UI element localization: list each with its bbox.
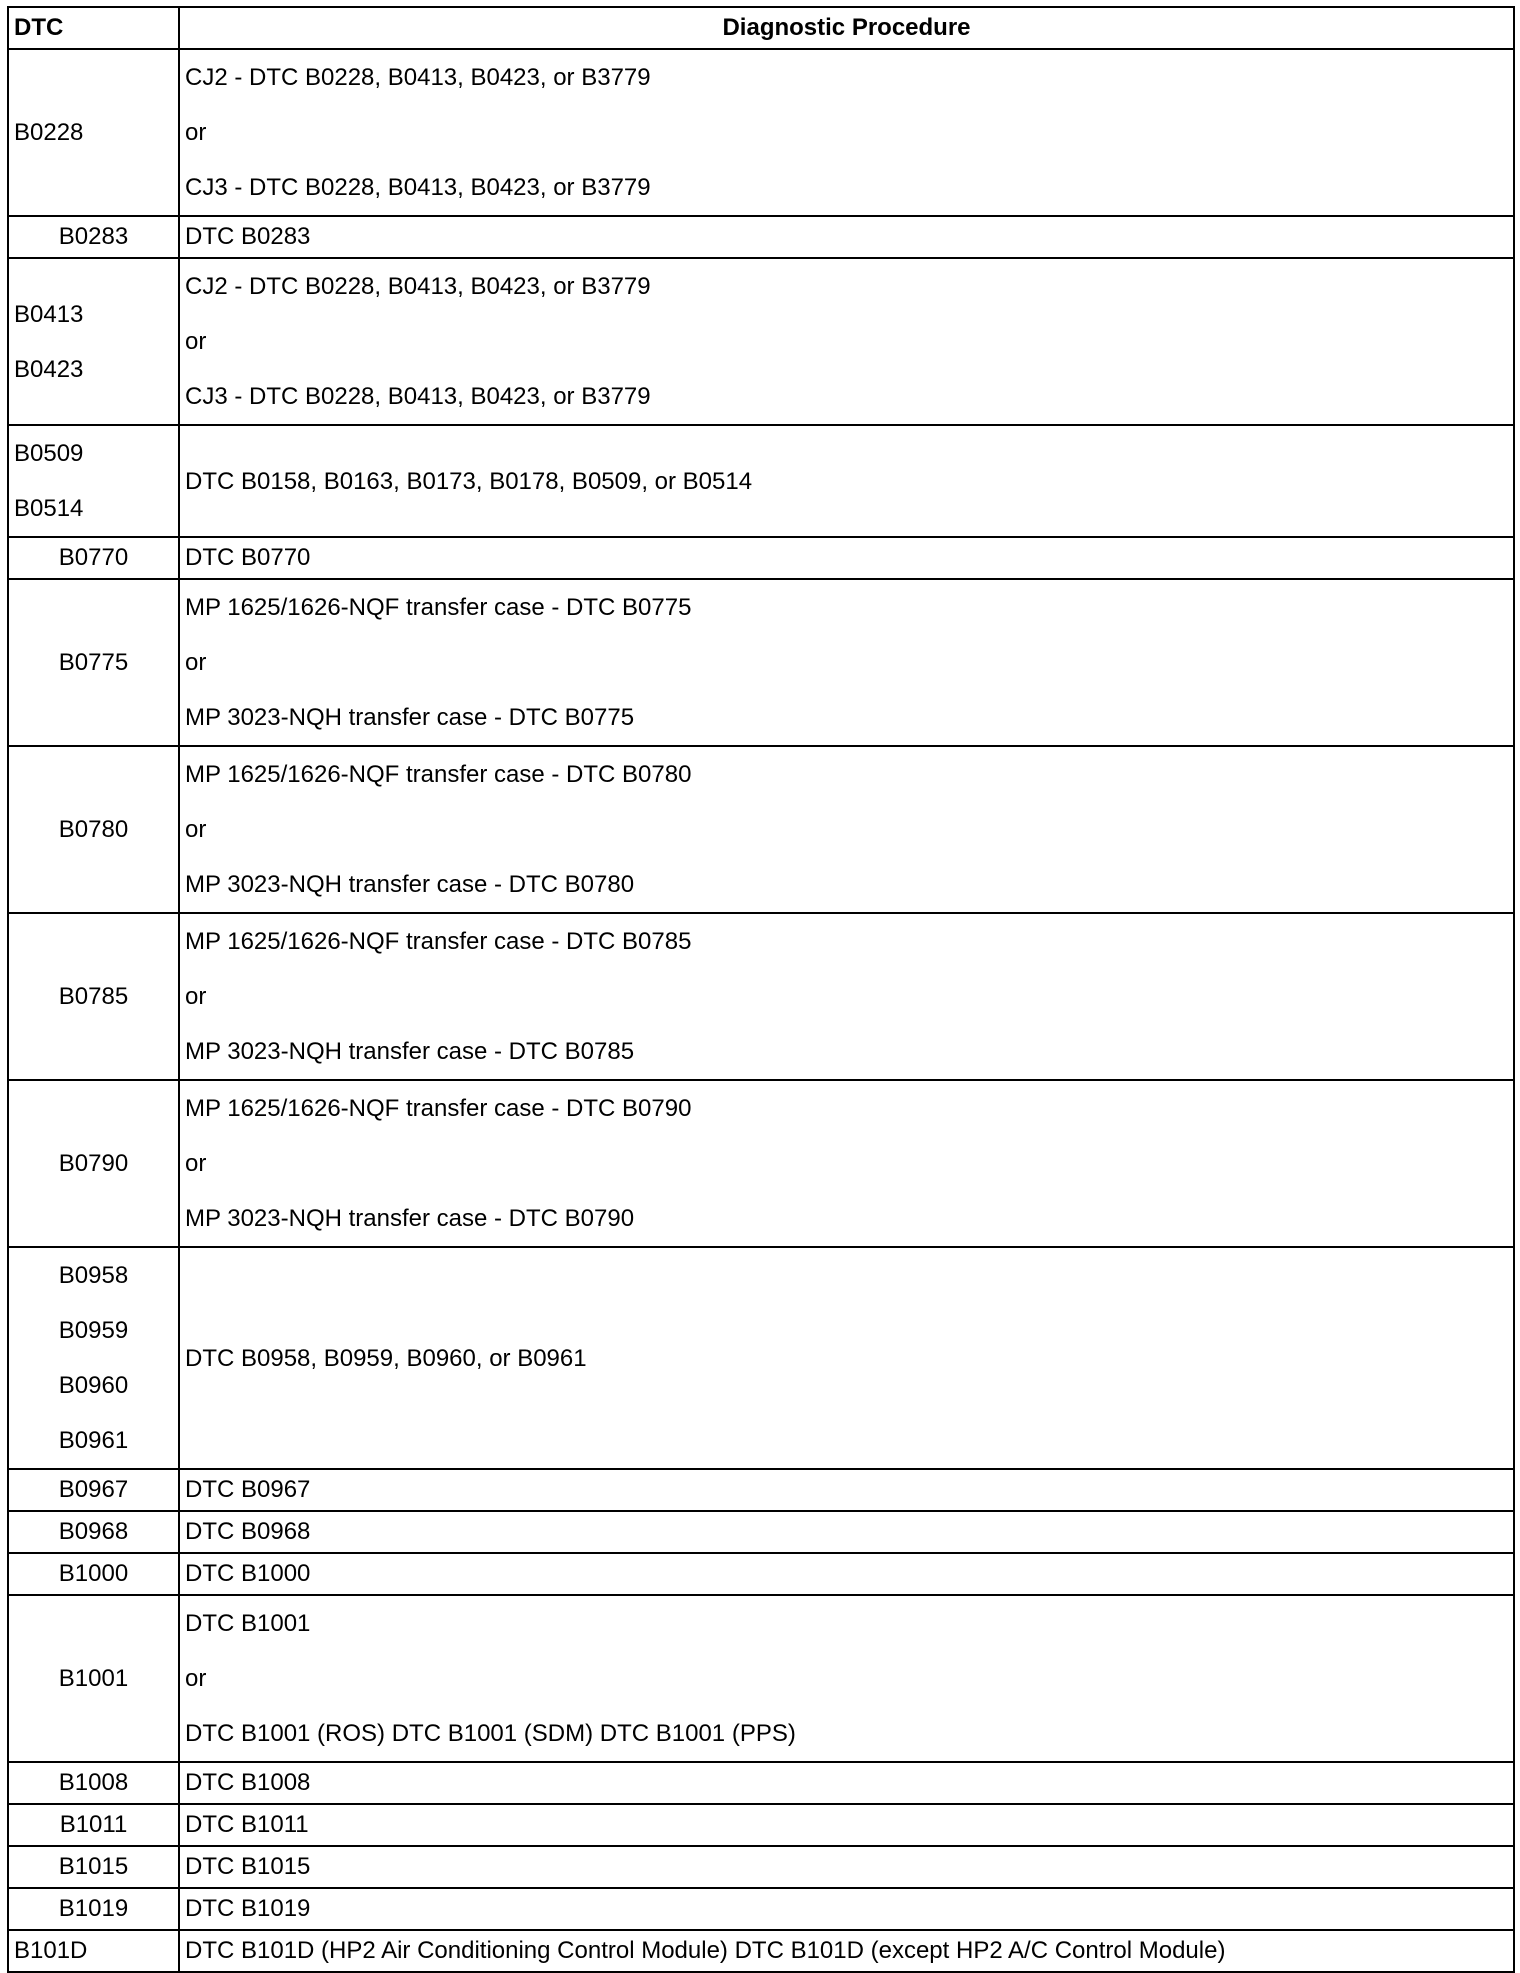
procedure-cell: [179, 913, 1514, 1080]
procedure-line: MP 1625/1626-NQF transfer case - DTC B0780: [185, 761, 692, 788]
table-row: [8, 1247, 1514, 1469]
procedure-line: CJ3 - DTC B0228, B0413, B0423, or B3779: [185, 174, 651, 201]
procedure-cell: [179, 258, 1514, 425]
procedure-line: CJ2 - DTC B0228, B0413, B0423, or B3779: [185, 64, 651, 91]
dtc-code: B0780: [58, 816, 129, 843]
dtc-code: B1001: [58, 1665, 129, 1692]
procedure-column-header: Diagnostic Procedure: [179, 7, 1514, 49]
procedure-line: MP 3023-NQH transfer case - DTC B0785: [185, 1038, 635, 1065]
dtc-code: B0790: [58, 1150, 129, 1177]
dtc-cell: [8, 258, 179, 425]
procedure-line: DTC B0770: [185, 544, 311, 571]
table-row: [8, 1846, 1514, 1888]
table-row: [8, 913, 1514, 1080]
procedure-line: DTC B0958, B0959, B0960, or B0961: [185, 1344, 587, 1372]
procedure-line: or: [185, 649, 207, 676]
procedure-cell: [179, 1511, 1514, 1553]
procedure-cell: [179, 425, 1514, 537]
procedure-line: CJ3 - DTC B0228, B0413, B0423, or B3779: [185, 383, 651, 410]
procedure-cell: [179, 1804, 1514, 1846]
dtc-cell: [8, 1469, 179, 1511]
procedure-line: DTC B1001 (ROS) DTC B1001 (SDM) DTC B1001 (PPS): [185, 1720, 796, 1747]
procedure-line: DTC B1015: [185, 1853, 311, 1880]
dtc-code: B0785: [58, 983, 129, 1010]
dtc-cell: [8, 913, 179, 1080]
dtc-cell: [8, 1762, 179, 1804]
dtc-cell: [8, 1846, 179, 1888]
procedure-line: DTC B0283: [185, 223, 311, 250]
table-body: [8, 49, 1514, 1972]
dtc-cell: [8, 1553, 179, 1595]
procedure-cell: [179, 579, 1514, 746]
table-row: [8, 425, 1514, 537]
dtc-cell: [8, 1080, 179, 1247]
procedure-cell: [179, 1930, 1514, 1972]
dtc-code: B0423: [14, 355, 84, 383]
table-row: [8, 1804, 1514, 1846]
procedure-line: DTC B1011: [185, 1811, 309, 1838]
procedure-line: MP 1625/1626-NQF transfer case - DTC B0775: [185, 594, 692, 621]
procedure-line: CJ2 - DTC B0228, B0413, B0423, or B3779: [185, 273, 651, 300]
dtc-cell: [8, 49, 179, 216]
dtc-code: B0968: [58, 1518, 129, 1545]
dtc-code: B0958: [58, 1262, 129, 1289]
dtc-code: B1011: [59, 1811, 128, 1838]
dtc-code: B1000: [58, 1560, 129, 1587]
dtc-code: B0413: [14, 300, 84, 328]
dtc-cell: [8, 1595, 179, 1762]
procedure-line: or: [185, 119, 207, 146]
procedure-line: MP 1625/1626-NQF transfer case - DTC B0785: [185, 928, 692, 955]
procedure-line: or: [185, 328, 207, 355]
procedure-cell: [179, 49, 1514, 216]
dtc-cell: [8, 579, 179, 746]
procedure-cell: [179, 1762, 1514, 1804]
procedure-cell: [179, 746, 1514, 913]
procedure-line: or: [185, 1150, 207, 1177]
procedure-cell: [179, 1247, 1514, 1469]
procedure-cell: [179, 1595, 1514, 1762]
procedure-line: MP 3023-NQH transfer case - DTC B0780: [185, 871, 635, 898]
procedure-cell: [179, 1888, 1514, 1930]
procedure-cell: [179, 1846, 1514, 1888]
table-row: [8, 1469, 1514, 1511]
procedure-line: DTC B1000: [185, 1560, 311, 1587]
table-row: [8, 258, 1514, 425]
procedure-line: MP 3023-NQH transfer case - DTC B0790: [185, 1205, 635, 1232]
procedure-cell: [179, 1469, 1514, 1511]
table-row: [8, 1553, 1514, 1595]
dtc-code: B0967: [58, 1476, 129, 1503]
table-row: [8, 1080, 1514, 1247]
dtc-code: B0961: [58, 1427, 129, 1454]
procedure-line: DTC B1019: [185, 1895, 311, 1922]
procedure-cell: [179, 216, 1514, 258]
dtc-code: B1019: [58, 1895, 129, 1922]
table-row: [8, 216, 1514, 258]
dtc-column-header: DTC: [8, 7, 179, 49]
dtc-cell: [8, 1888, 179, 1930]
procedure-cell: [179, 1080, 1514, 1247]
table-row: [8, 1595, 1514, 1762]
procedure-line: DTC B101D (HP2 Air Conditioning Control Module) DTC B101D (except HP2 A/C Control Module): [185, 1937, 1226, 1964]
table-row: [8, 1511, 1514, 1553]
dtc-code: B0228: [14, 119, 84, 146]
dtc-cell: [8, 1247, 179, 1469]
header-row: [8, 7, 1514, 49]
table-row: [8, 1888, 1514, 1930]
dtc-code: B0509: [14, 440, 84, 467]
dtc-cell: [8, 746, 179, 913]
dtc-code: B1015: [58, 1853, 129, 1880]
dtc-cell: [8, 1930, 179, 1972]
procedure-line: DTC B1008: [185, 1769, 311, 1796]
table-row: [8, 579, 1514, 746]
dtc-cell: [8, 1511, 179, 1553]
procedure-cell: [179, 537, 1514, 579]
dtc-table: [7, 6, 1515, 1973]
dtc-code: B0514: [14, 495, 84, 522]
dtc-code: B0775: [58, 649, 129, 676]
procedure-line: DTC B0158, B0163, B0173, B0178, B0509, or B0514: [185, 467, 753, 495]
procedure-line: or: [185, 983, 207, 1010]
dtc-code: B0283: [58, 223, 129, 250]
table-row: [8, 537, 1514, 579]
dtc-cell: [8, 216, 179, 258]
dtc-code: B1008: [58, 1769, 129, 1796]
table-row: [8, 49, 1514, 216]
procedure-line: MP 3023-NQH transfer case - DTC B0775: [185, 704, 635, 731]
dtc-cell: [8, 1804, 179, 1846]
table-row: [8, 1930, 1514, 1972]
procedure-line: or: [185, 1665, 207, 1692]
procedure-line: DTC B0967: [185, 1476, 311, 1503]
procedure-line: DTC B0968: [185, 1518, 311, 1545]
dtc-code: B0770: [58, 544, 129, 571]
dtc-code: B0960: [58, 1372, 129, 1399]
procedure-line: DTC B1001: [185, 1610, 311, 1637]
dtc-code: B101D: [14, 1937, 88, 1964]
dtc-cell: [8, 537, 179, 579]
procedure-cell: [179, 1553, 1514, 1595]
dtc-code: B0959: [58, 1317, 129, 1344]
table-row: [8, 1762, 1514, 1804]
procedure-line: or: [185, 816, 207, 843]
dtc-cell: [8, 425, 179, 537]
table-row: [8, 746, 1514, 913]
procedure-line: MP 1625/1626-NQF transfer case - DTC B0790: [185, 1095, 692, 1122]
